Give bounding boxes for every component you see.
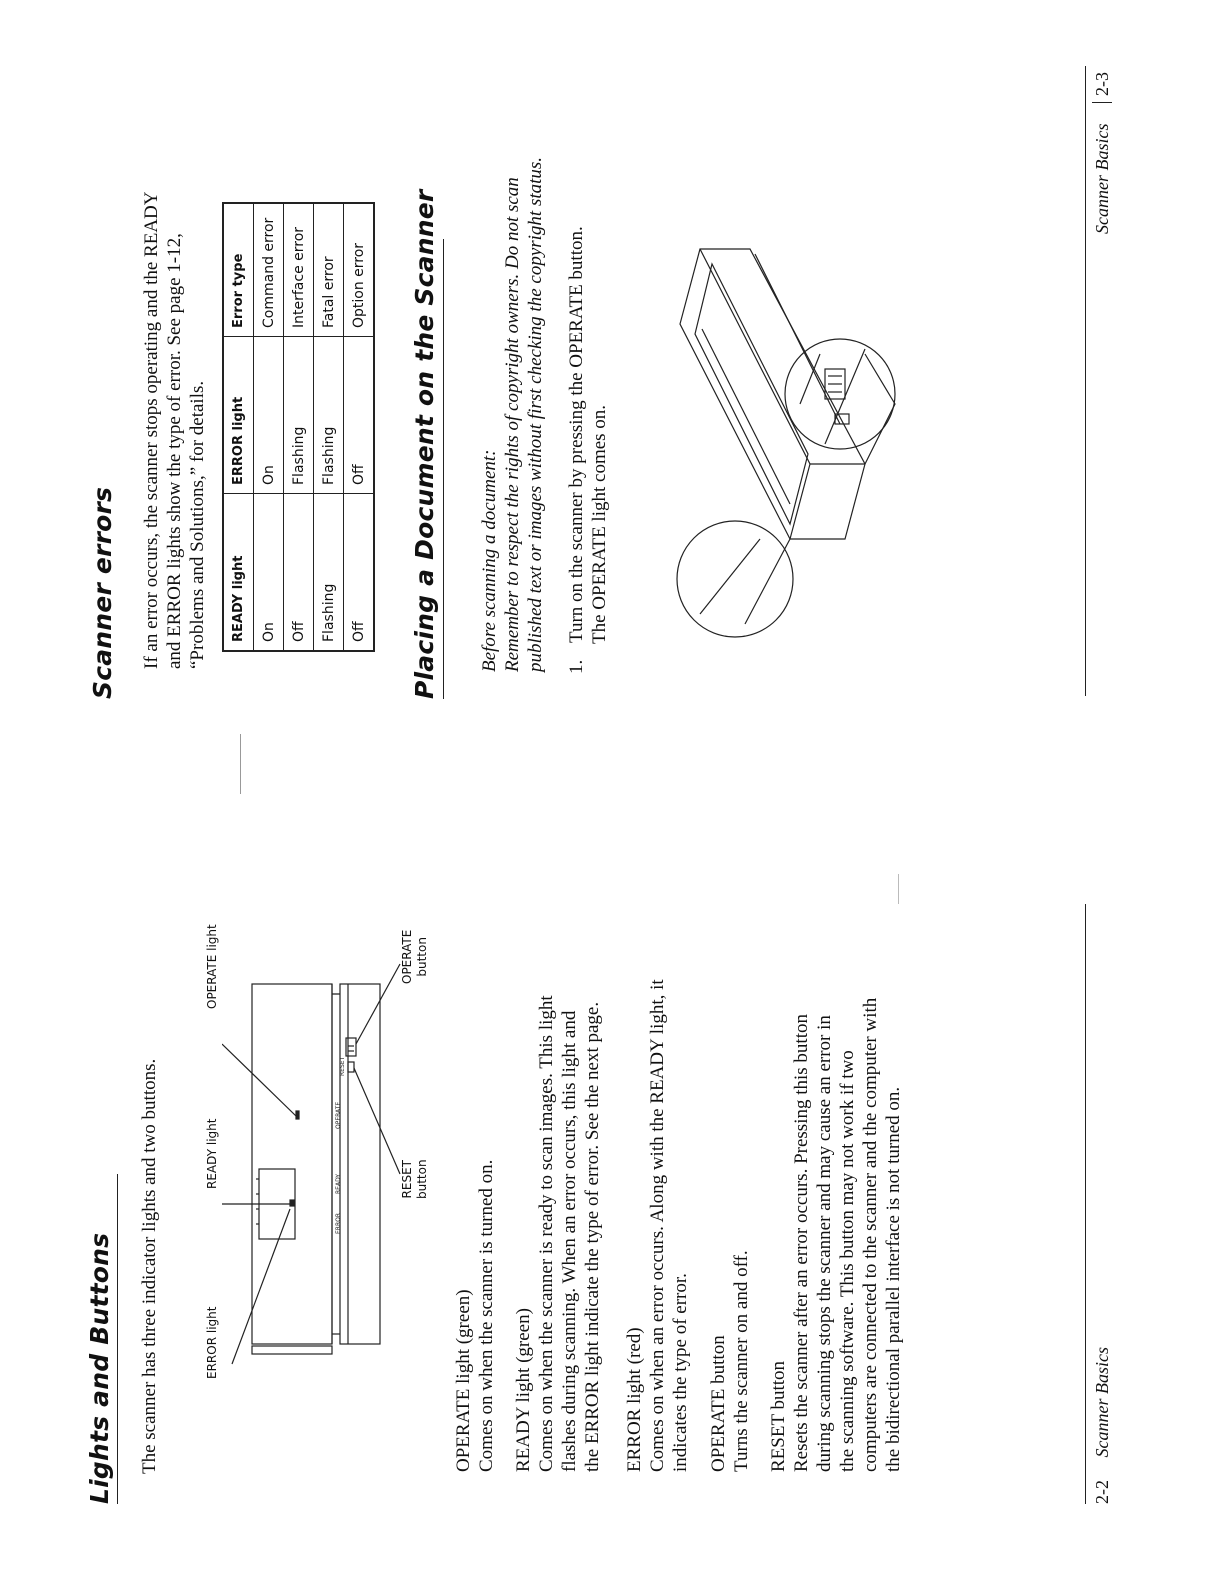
item-desc: Comes on when an error occurs. Along with the READY light, it [647, 979, 668, 1472]
scanner-perspective-figure [640, 234, 920, 654]
panel-label-reset: RESET [339, 1056, 346, 1076]
before-scanning-line: Remember to respect the rights of copyright owners. Do not scan [502, 177, 523, 672]
item-desc: the scanning software. This button may not work if two [837, 1050, 858, 1472]
left-footer-rule [1085, 904, 1086, 1504]
scan-artifact-line [898, 874, 899, 904]
right-footer [1092, 72, 1113, 234]
errors-intro-line: If an error occurs, the scanner stops operating and the READY [141, 191, 162, 669]
table-cell: Interface error [284, 203, 314, 337]
item-desc: the bidirectional parallel interface is not turned on. [883, 1086, 904, 1472]
lights-intro [138, 1059, 161, 1474]
panel-label-ready: READY [335, 1173, 342, 1194]
item-reset-button [767, 998, 905, 1472]
table-header: READY light [223, 494, 254, 652]
step-text: The OPERATE light comes on. [589, 404, 610, 644]
operate-button-label-1: OPERATE [400, 929, 414, 984]
item-error-light [623, 979, 692, 1472]
errors-intro [140, 192, 209, 669]
table-cell: Fatal error [314, 203, 344, 337]
panel-label-error: ERROR [335, 1212, 342, 1234]
item-operate-button [707, 1250, 753, 1472]
step-1 [565, 226, 611, 674]
left-footer [1092, 1347, 1113, 1504]
before-scanning-title: Before scanning a document: [479, 449, 500, 672]
step-text: Turn on the scanner by pressing the OPERATE button. [566, 226, 587, 643]
heading-rule [117, 1174, 118, 1504]
label-ready-light: READY light [205, 1118, 219, 1189]
label-error-light: ERROR light [205, 1306, 219, 1379]
errors-intro-line: “Problems and Solutions,” for details. [187, 380, 208, 669]
item-desc: indicates the type of error. [670, 1273, 691, 1472]
table-cell: Flashing [284, 337, 314, 494]
left-section-name: Scanner Basics [1092, 1347, 1112, 1458]
item-desc: Comes on when the scanner is turned on. [476, 1159, 497, 1472]
item-name: RESET button [768, 1360, 789, 1472]
item-desc: during scanning stops the scanner and may cause an error in [814, 1015, 835, 1472]
right-page-number: 2-3 [1092, 72, 1112, 103]
item-desc: the ERROR light indicate the type of error. See the next page. [582, 1001, 603, 1472]
table-cell: Off [284, 494, 314, 652]
table-header: ERROR light [223, 337, 254, 494]
operate-button-label-2: button [415, 937, 429, 977]
before-scanning-note [478, 157, 547, 672]
label-operate-button [400, 930, 430, 984]
table-cell: Option error [344, 203, 375, 337]
left-page-number: 2-2 [1092, 1480, 1112, 1504]
reset-button-label-2: button [415, 1159, 429, 1199]
right-footer-rule [1085, 66, 1086, 696]
scanner-errors-heading: Scanner errors [88, 486, 117, 699]
table-cell: Off [344, 337, 375, 494]
table-row [314, 203, 344, 651]
item-name: OPERATE light (green) [453, 1289, 474, 1472]
item-name: READY light (green) [513, 1308, 534, 1472]
placing-document-heading: Placing a Document on the Scanner [410, 189, 439, 699]
table-cell: Off [344, 494, 375, 652]
step-number: 1. [566, 659, 587, 674]
placing-heading-rule [443, 239, 444, 699]
item-name: ERROR light (red) [624, 1327, 645, 1472]
item-desc: Comes on when the scanner is ready to scan images. This light [536, 995, 557, 1472]
table-header: Error type [223, 203, 254, 337]
table-header-row [223, 203, 254, 651]
table-cell: On [254, 337, 284, 494]
item-desc: Resets the scanner after an error occurs. Pressing this button [791, 1014, 812, 1472]
table-cell: On [254, 494, 284, 652]
error-table [222, 202, 375, 652]
item-desc: Turns the scanner on and off. [731, 1250, 752, 1472]
table-cell: Flashing [314, 494, 344, 652]
label-operate-light: OPERATE light [205, 924, 219, 1009]
table-row [284, 203, 314, 651]
label-reset-button [400, 1159, 430, 1199]
item-ready-light [512, 995, 604, 1472]
errors-intro-line: and ERROR lights show the type of error. See page 1-12, [164, 233, 185, 669]
table-cell: Command error [254, 203, 284, 337]
item-name: OPERATE button [708, 1335, 729, 1472]
before-scanning-line: published text or images without first checking the copyright status. [525, 156, 546, 672]
scanner-front-view-figure [222, 954, 402, 1374]
item-desc: computers are connected to the scanner and the computer with [860, 997, 881, 1472]
item-operate-light [452, 1160, 498, 1472]
right-section-name: Scanner Basics [1092, 123, 1112, 234]
intro-text: The scanner has three indicator lights and two buttons. [139, 1058, 160, 1474]
table-cell: Flashing [314, 337, 344, 494]
scan-artifact-line [240, 734, 241, 794]
table-row [344, 203, 375, 651]
reset-button-label-1: RESET [400, 1159, 414, 1199]
panel-label-operate: OPERATE [335, 1101, 342, 1129]
table-row [254, 203, 284, 651]
lights-buttons-heading: Lights and Buttons [85, 1232, 114, 1504]
item-desc: flashes during scanning. When an error occurs, this light and [559, 1010, 580, 1472]
